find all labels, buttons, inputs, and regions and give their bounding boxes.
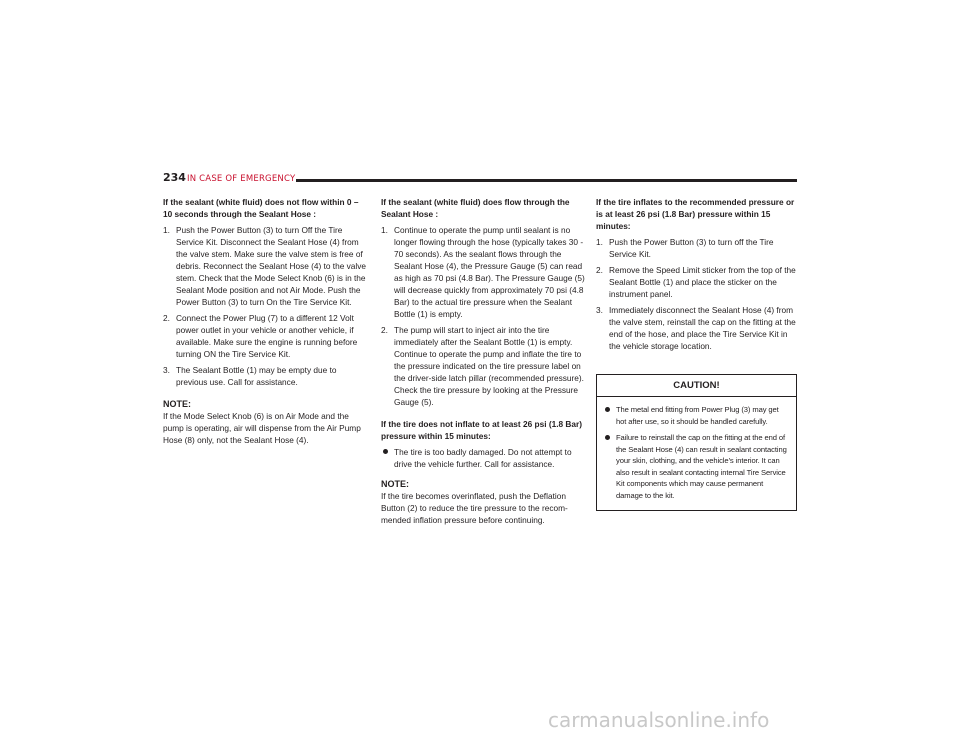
list-item: [596, 304, 797, 352]
col1-heading: If the sealant (white fluid) does not flow within 0 – 10 seconds through the Sealant Hose :: [163, 197, 359, 219]
note-label: NOTE:: [381, 479, 409, 489]
column-3: [596, 196, 797, 511]
list-item: [381, 446, 587, 470]
step-text: Continue to operate the pump until sealant is no longer flowing through the hose (typically takes 30 - 70 seconds). As the sealant flows through the Sealant Hose (4), the Pressure Gauge (5) can read as high as 70 psi (4.8 Bar). The Pressure Gauge (5) will decrease quickly from approximately 70 psi (4.8 Bar) to the actual tire pressure when the Sealant Bottle (1) is empty.: [394, 225, 585, 319]
bullet-icon: [605, 407, 610, 412]
col2-heading: If the sealant (white fluid) does flow through the Sealant Hose :: [381, 197, 570, 219]
step-number: 2.: [596, 265, 603, 275]
step-text: The pump will start to inject air into the tire immediately after the Sealant Bottle (1) is empty. Continue to operate the pump and inflate the tire to the pressure indicated on the tire pressure label on the driver-side latch pillar (recommended pressure). Check the tire pressure by looking at the Pressure Gauge (5).: [394, 325, 584, 407]
list-item: [381, 224, 587, 320]
step-text: Push the Power Button (3) to turn Off the Tire Service Kit. Disconnect the Sealant Hose (4) from the valve stem. Make sure the valve stem is free of debris. Reconnect the Sealant Hose (4) to the valve stem. Check that the Mode Select Knob (6) is in the Sealant Mode position and not Air Mode. Push the Power Button (3) to turn On the Tire Service Kit.: [176, 225, 367, 307]
col2-bullets: [381, 446, 587, 470]
bullet-text: Failure to reinstall the cap on the fitting at the end of the Sealant Hose (4) can result in sealant contacting your skin, clothing, and the vehicle’s interior. It can also result in sealant contacting internal Tire Service Kit components which may cause permanent damage to the kit.: [616, 433, 787, 500]
step-number: 3.: [596, 305, 603, 315]
watermark: carmanualsonline.info: [548, 708, 770, 732]
list-item: [163, 364, 368, 388]
step-text: Remove the Speed Limit sticker from the top of the Sealant Bottle (1) and place the sticker on the instrument panel.: [609, 265, 796, 299]
step-number: 1.: [596, 237, 603, 247]
list-item: [596, 236, 797, 260]
col2-steps: [381, 224, 587, 408]
step-number: 3.: [163, 365, 170, 375]
step-text: The Sealant Bottle (1) may be empty due to previous use. Call for assistance.: [176, 365, 337, 387]
col2-heading-2: If the tire does not inflate to at least 26 psi (1.8 Bar) pressure within 15 minutes:: [381, 419, 583, 441]
bullet-icon: [605, 435, 610, 440]
page-number: 234: [163, 171, 186, 184]
step-text: Immediately disconnect the Sealant Hose (4) from the valve stem, reinstall the cap on the fitting at the end of the hose, and place the Tire Service Kit in the vehicle storage location.: [609, 305, 796, 351]
list-item: [381, 324, 587, 408]
section-title: IN CASE OF EMERGENCY: [187, 174, 296, 184]
header-rule: [296, 179, 797, 182]
note-text: If the tire becomes overinflated, push the Deflation Button (2) to reduce the tire pressure to the recommended inflation pressure before continuing.: [381, 491, 568, 525]
note-label: NOTE:: [163, 399, 191, 409]
column-2: [381, 196, 587, 526]
caution-bullets: [603, 404, 790, 501]
step-text: Push the Power Button (3) to turn off the Tire Service Kit.: [609, 237, 774, 259]
step-number: 1.: [163, 225, 170, 235]
caution-box: [596, 374, 797, 511]
step-number: 1.: [381, 225, 388, 235]
col3-steps: [596, 236, 797, 352]
note-text: If the Mode Select Knob (6) is on Air Mode and the pump is operating, air will dispense from the Air Pump Hose (8) only, not the Sealant Hose (4).: [163, 411, 361, 445]
list-item: [603, 404, 790, 427]
step-number: 2.: [381, 325, 388, 335]
column-1: [163, 196, 368, 446]
col1-steps: [163, 224, 368, 388]
page-header: [163, 171, 797, 189]
list-item: [603, 432, 790, 501]
list-item: [163, 224, 368, 308]
caution-body: [597, 397, 796, 510]
list-item: [163, 312, 368, 360]
list-item: [596, 264, 797, 300]
col3-heading: If the tire inflates to the recommended pressure or is at least 26 psi (1.8 Bar) pressure within 15 minutes:: [596, 197, 795, 231]
caution-title: CAUTION!: [597, 375, 796, 397]
step-text: Connect the Power Plug (7) to a different 12 Volt power outlet in your vehicle or another vehicle, if available. Make sure the engine is running before turning ON the Tire Service Kit.: [176, 313, 358, 359]
step-number: 2.: [163, 313, 170, 323]
bullet-text: The metal end fitting from Power Plug (3) may get hot after use, so it should be handled carefully.: [616, 405, 779, 426]
bullet-text: The tire is too badly damaged. Do not attempt to drive the vehicle further. Call for assistance.: [394, 447, 572, 469]
bullet-icon: [383, 449, 388, 454]
